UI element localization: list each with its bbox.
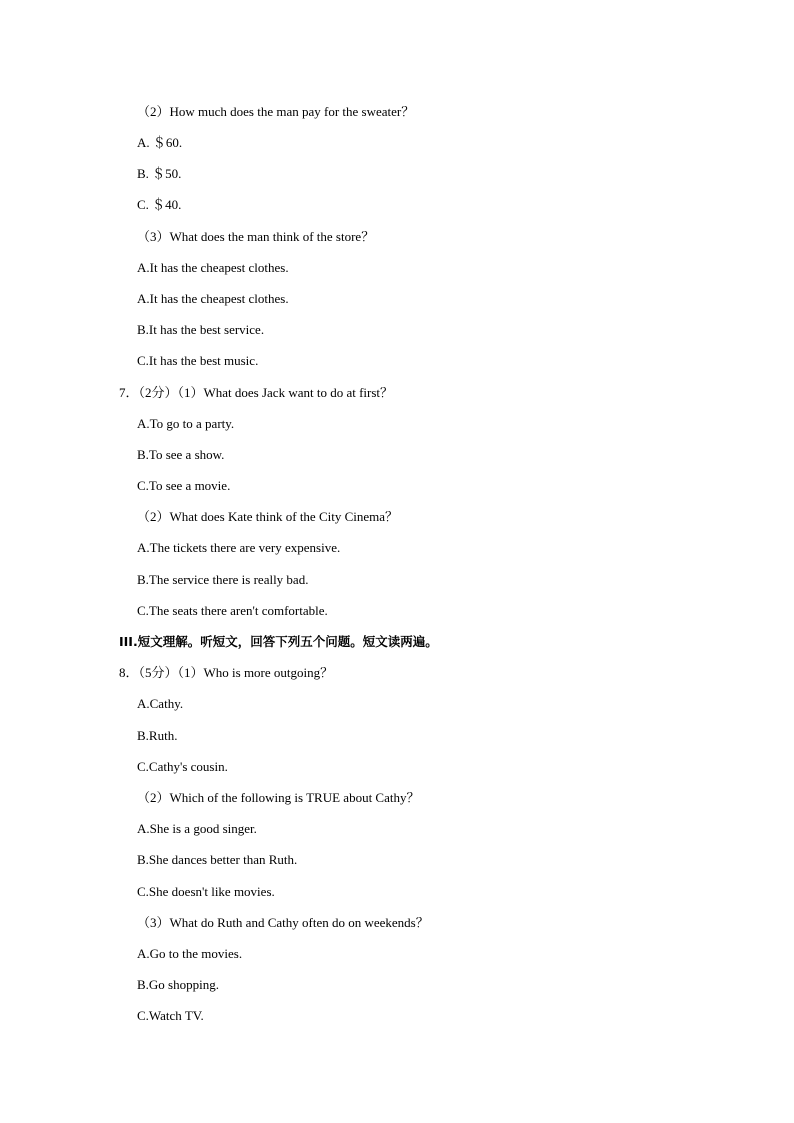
option-a: A. ＄60. [137, 135, 183, 150]
option-c: C.Watch TV. [137, 1008, 204, 1023]
option-a: A.She is a good singer. [137, 821, 257, 836]
option-b: B.To see a show. [137, 447, 225, 462]
question-6-3: （3）What does the man think of the store？ [137, 229, 375, 244]
option-b: B.It has the best service. [137, 322, 265, 337]
option-c: C.Cathy's cousin. [137, 759, 228, 774]
question-8-2: （2）Which of the following is TRUE about Cathy？ [137, 790, 420, 805]
option-c: C.She doesn't like movies. [137, 884, 275, 899]
question-7-2: （2）What does Kate think of the City Cinema？ [137, 509, 399, 524]
section-heading-iii: III.短文理解。听短文，回答下列五个问题。短文读两遍。 [119, 634, 438, 649]
option-c: C.It has the best music. [137, 353, 259, 368]
option-b: B. ＄50. [137, 166, 182, 181]
option-c: C.The seats there aren't comfortable. [137, 603, 328, 618]
option-b: B.Go shopping. [137, 977, 219, 992]
option-b: B.Ruth. [137, 728, 178, 743]
option-a: A.It has the cheapest clothes. [137, 260, 289, 275]
option-a: A.The tickets there are very expensive. [137, 540, 341, 555]
question-6-2: （2）How much does the man pay for the sweater？ [137, 104, 415, 119]
option-b: B.She dances better than Ruth. [137, 852, 298, 867]
option-a-duplicate: A.It has the cheapest clothes. [137, 291, 289, 306]
option-c: C. ＄40. [137, 197, 182, 212]
question-8: 8．（5分）（1）Who is more outgoing？ [119, 665, 334, 680]
option-a: A.Go to the movies. [137, 946, 243, 961]
question-8-3: （3）What do Ruth and Cathy often do on weekends？ [137, 915, 429, 930]
option-c: C.To see a movie. [137, 478, 231, 493]
option-a: A.Cathy. [137, 696, 184, 711]
option-b: B.The service there is really bad. [137, 572, 309, 587]
question-7: 7．（2分）（1）What does Jack want to do at first？ [119, 385, 394, 400]
option-a: A.To go to a party. [137, 416, 235, 431]
